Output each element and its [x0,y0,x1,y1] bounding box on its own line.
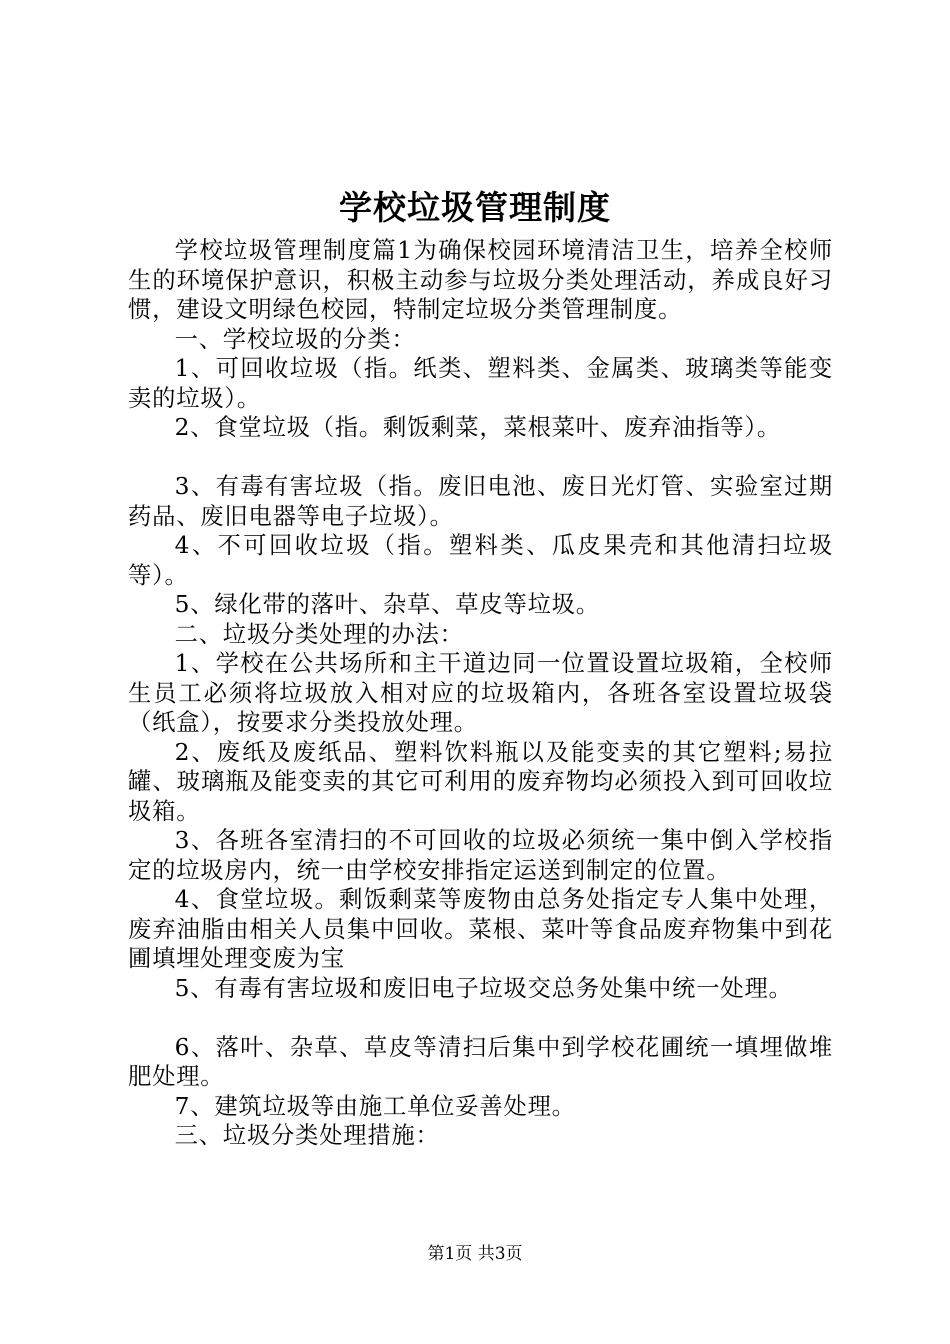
list-item: 7、建筑垃圾等由施工单位妥善处理。 [174,1092,576,1120]
section-heading-3: 三、垃圾分类处理措施： [174,1122,440,1149]
list-item: 2、食堂垃圾（指。剩饭剩菜，菜根菜叶、废弃油指等）。 [174,414,781,441]
section-heading-2: 二、垃圾分类处理的办法： [174,620,464,648]
page-footer: 第1页 共3页 [427,1244,523,1264]
list-item: 5、绿化带的落叶、杂草、草皮等垃圾。 [174,591,600,618]
list-item: 1、可回收垃圾（指。纸类、塑料类、金属类、玻璃类等能变卖的垃圾）。 [128,355,833,412]
intro-paragraph: 学校垃圾管理制度篇1为确保校园环境清洁卫生，培养全校师生的环境保护意识，积极主动参与垃圾分类处理活动，养成良好习惯，建设文明绿色校园，特制定垃圾分类管理制度。 [128,237,833,323]
list-item: 5、有毒有害垃圾和废旧电子垃圾交总务处集中统一处理。 [174,974,793,1002]
section-heading-1: 一、学校垃圾的分类： [174,325,416,353]
list-item: 4、不可回收垃圾（指。塑料类、瓜皮果壳和其他清扫垃圾等）。 [128,532,833,589]
list-item: 3、各班各室清扫的不可回收的垃圾必须统一集中倒入学校指定的垃圾房内，统一由学校安排指定运送到制定的位置。 [128,827,833,884]
list-item: 4、食堂垃圾。剩饭剩菜等废物由总务处指定专人集中处理，废弃油脂由相关人员集中回收。菜根、菜叶等食品废弃物集中到花圃填埋处理变废为宝 [128,886,833,972]
document-body [128,236,833,1151]
list-item: 2、废纸及废纸品、塑料饮料瓶以及能变卖的其它塑料;易拉罐、玻璃瓶及能变卖的其它可利用的废弃物均必须投入到可回收垃圾箱。 [128,738,833,825]
list-item: 1、学校在公共场所和主干道边同一位置设置垃圾箱，全校师生员工必须将垃圾放入相对应的垃圾箱内，各班各室设置垃圾袋（纸盒），按要求分类投放处理。 [128,650,833,736]
document-title: 学校垃圾管理制度 [339,188,611,227]
list-item: 6、落叶、杂草、草皮等清扫后集中到学校花圃统一填埋做堆肥处理。 [128,1033,833,1090]
list-item: 3、有毒有害垃圾（指。废旧电池、废日光灯管、实验室过期药品、废旧电器等电子垃圾）。 [128,473,833,530]
